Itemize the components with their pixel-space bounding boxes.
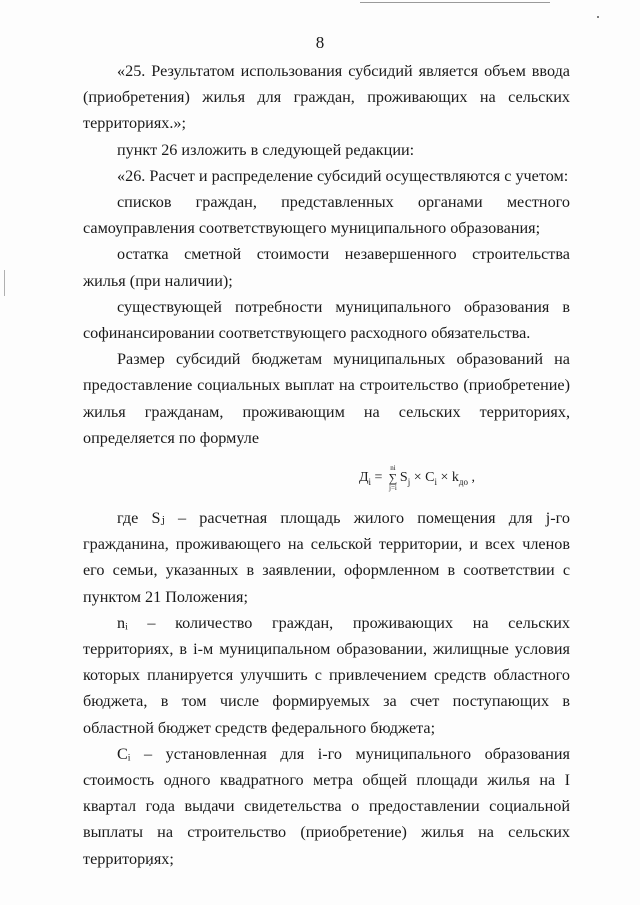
document-body: [83, 58, 570, 872]
scan-artifact-dot: [597, 16, 599, 18]
paragraph: существующей потребности муниципального образования в софинансировании соответствующего расходного обязательства.: [83, 297, 570, 343]
paragraph: «25. Результатом использования субсидий является объем ввода (приобретения) жилья для граждан, проживающих на сельских территориях.»;: [83, 62, 570, 133]
formula-term-k-sub: до: [458, 476, 468, 487]
paragraph: остатка сметной стоимости незавершенного строительства жилья (при наличии);: [83, 245, 570, 290]
definition-paragraph: Cᵢ – установленная для i-го муниципального образования стоимость одного квадратного метра общей площади жилья на I квартал года выдачи свидетельства о предоставлении социальной выплаты на строительство (приобретение) жилья на сельских территориях;: [83, 744, 570, 868]
sum-symbol: ∑: [388, 470, 398, 485]
scan-artifact-margin-mark: [4, 270, 5, 296]
formula-tail: ,: [468, 470, 475, 486]
definition-paragraph: nᵢ – количество граждан, проживающих на сельских территориях, в i-м муниципальном образовании, жилищные условия которых планируется улучшить с привлечением средств областного бюджета, в том числе формируемых за счет поступающих в областной бюджет средств федерального бюджета;: [83, 613, 570, 737]
formula-term-s-sub: j: [407, 476, 411, 487]
subsidy-formula: [83, 451, 570, 505]
formula-lhs: Д: [358, 470, 369, 486]
paragraph: списков граждан, представленных органами местного самоуправления соответствующего муниципального образования;: [83, 193, 570, 238]
sum-upper-limit: ni: [390, 463, 396, 472]
formula-term-c: C: [425, 470, 435, 486]
formula-equals: =: [371, 470, 386, 486]
sum-icon: [386, 464, 400, 492]
formula-term-c-sub: i: [434, 476, 437, 487]
formula-term-s: S: [399, 470, 408, 486]
formula-term-k: k: [451, 470, 459, 486]
formula-lhs-sub: i: [368, 476, 372, 487]
paragraph: «26. Расчет и распределение субсидий осуществляются с учетом:: [117, 166, 569, 185]
paragraph: Размер субсидий бюджетам муниципальных образований на предоставление социальных выплат на строительство (приобретение) жилья гражданам, проживающим на сельских территориях, определяется по формуле: [83, 350, 570, 447]
formula-times: ×: [437, 470, 452, 486]
paragraph: пункт 26 изложить в следующей редакции:: [117, 140, 415, 159]
definition-paragraph: где Sⱼ – расчетная площадь жилого помещения для j-го гражданина, проживающего на сельской территории, и всех членов его семьи, указанных в заявлении, оформленном в соответствии с пунктом 21 Положения;: [83, 509, 570, 606]
formula-times: ×: [410, 470, 426, 486]
sum-lower-limit: j=i: [389, 483, 397, 492]
page-number: 8: [315, 33, 325, 52]
scan-artifact-line: [360, 2, 550, 3]
